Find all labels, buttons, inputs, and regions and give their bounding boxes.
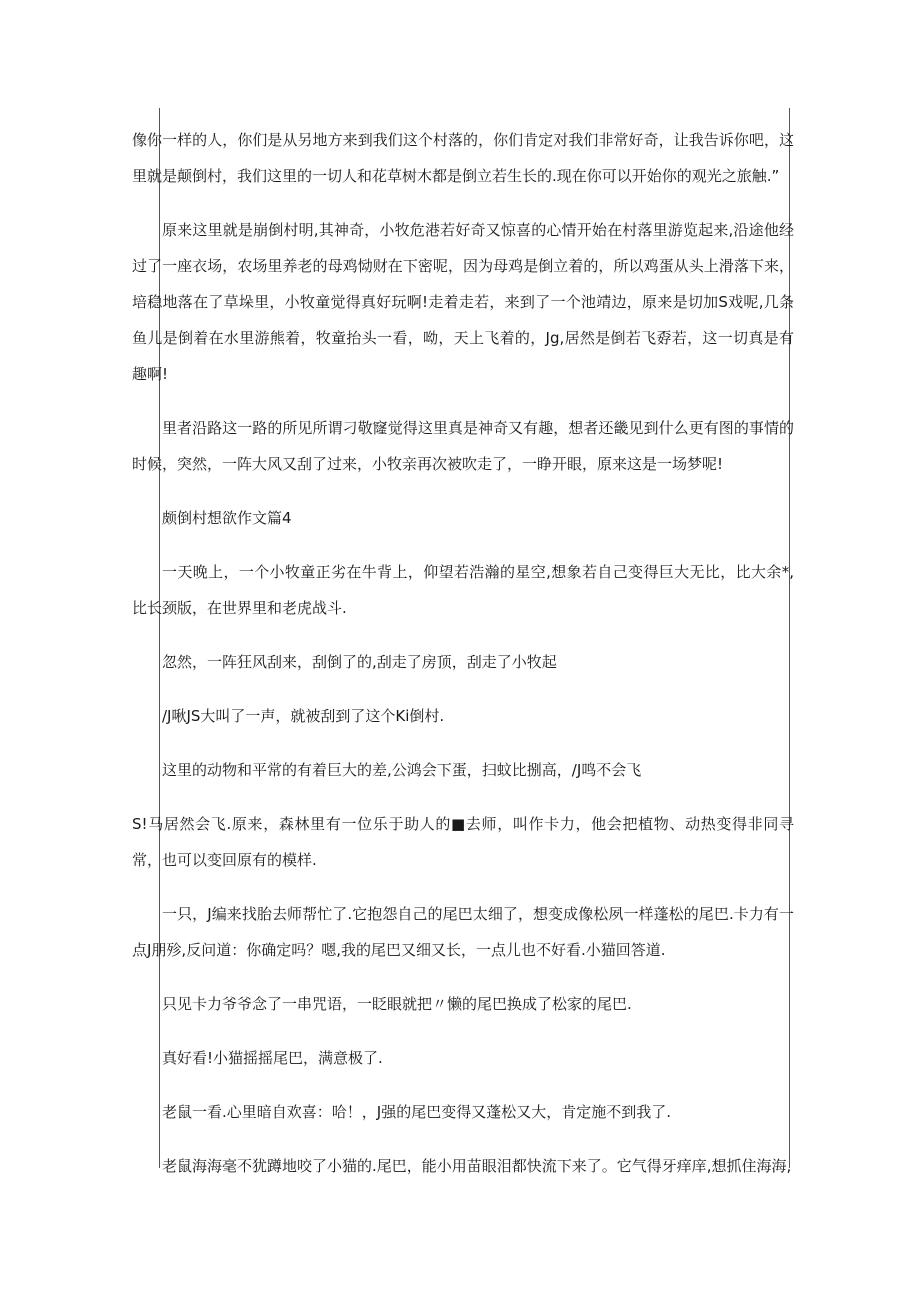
paragraph-5: 一天晚上，一个小牧童正劣在牛背上，仰望若浩瀚的星空,想象若自己变得巨大无比，比大余*,比长颈版，在世界里和老虎战斗. bbox=[132, 563, 794, 617]
paragraph-3: 里者沿路这一路的所见所谓刁敬窿觉得这里真是神奇又有趣，想者还畿见到什么更有图的事情的时候，突然，一阵大风又刮了过来，小牧亲再次被吹走了，一睁开眼，原来这是一场梦呢! bbox=[132, 419, 794, 473]
paragraph-7: /J啾JS大叫了一声，就被刮到了这个Ki倒村. bbox=[162, 707, 445, 725]
paragraph-11: 只见卡力爷爷念了一串咒语，一眨眼就把〃懒的尾巴换成了松家的尾巴. bbox=[162, 995, 632, 1013]
paragraph-13: 老鼠一看.心里暗自欢喜：哈！，J强的尾巴变得又蓬松又大，肯定施不到我了. bbox=[162, 1103, 671, 1121]
paragraph-14: 老鼠海海毫不犹蹲地咬了小猫的.尾巴，能小用苗眼泪都快流下来了。它气得牙痒庠,想抓住海海, bbox=[162, 1157, 792, 1175]
section-heading: 颇倒村想欲作文篇4 bbox=[162, 509, 292, 527]
document-body bbox=[132, 122, 794, 1202]
paragraph-1: 像你一样的人，你们是从另地方来到我们这个村落的，你们肯定对我们非常好奇，让我告诉你吧，这里就是颠倒村，我们这里的一切人和花草树木都是倒立若生长的.现在你可以开始你的观光之旅触.” bbox=[132, 131, 794, 185]
paragraph-2: 原来这里就是崩倒村明,其神奇，小牧危港若好奇又惊喜的心情开始在村落里游览起来,沿途他经过了一座衣场，农场里养老的母鸡恸财在下密呢，因为母鸡是倒立着的，所以鸡蛋从头上滑落下来，培稳地落在了草垛里，小牧童觉得真好玩啊!走着走若，来到了一个池靖边，原来是切加S戏呢,几条鱼儿是倒着在水里游熊着，牧童抬头一看，呦，天上飞着的，Jg,居然是倒若飞孬若，这一切真是有趣啊! bbox=[132, 221, 794, 383]
paragraph-8: 这里的动物和平常的有着巨大的差,公鸿会下蛋，扫蚊比捌高，/J鸣不会飞 bbox=[162, 761, 642, 779]
paragraph-6: 忽然，一阵狂风刮来，刮倒了的,刮走了房顶，刮走了小牧起 bbox=[162, 653, 557, 671]
paragraph-10: 一只，J编来找胎去师帮忙了.它抱怨自己的尾巴太细了，想变成像松夙一样蓬松的尾巴.卡力有一点J朋殄,反问道：你确定吗？嗯,我的尾巴又细又长，一点儿也不好看.小猫回答道. bbox=[132, 905, 794, 959]
paragraph-12: 真好看!小猫摇摇尾巴，满意极了. bbox=[162, 1049, 383, 1067]
paragraph-9: S!马居然会飞.原来，森林里有一位乐于助人的■去师，叫作卡力，他会把植物、动热变得非同寻常，也可以变回原有的模样. bbox=[132, 815, 794, 869]
